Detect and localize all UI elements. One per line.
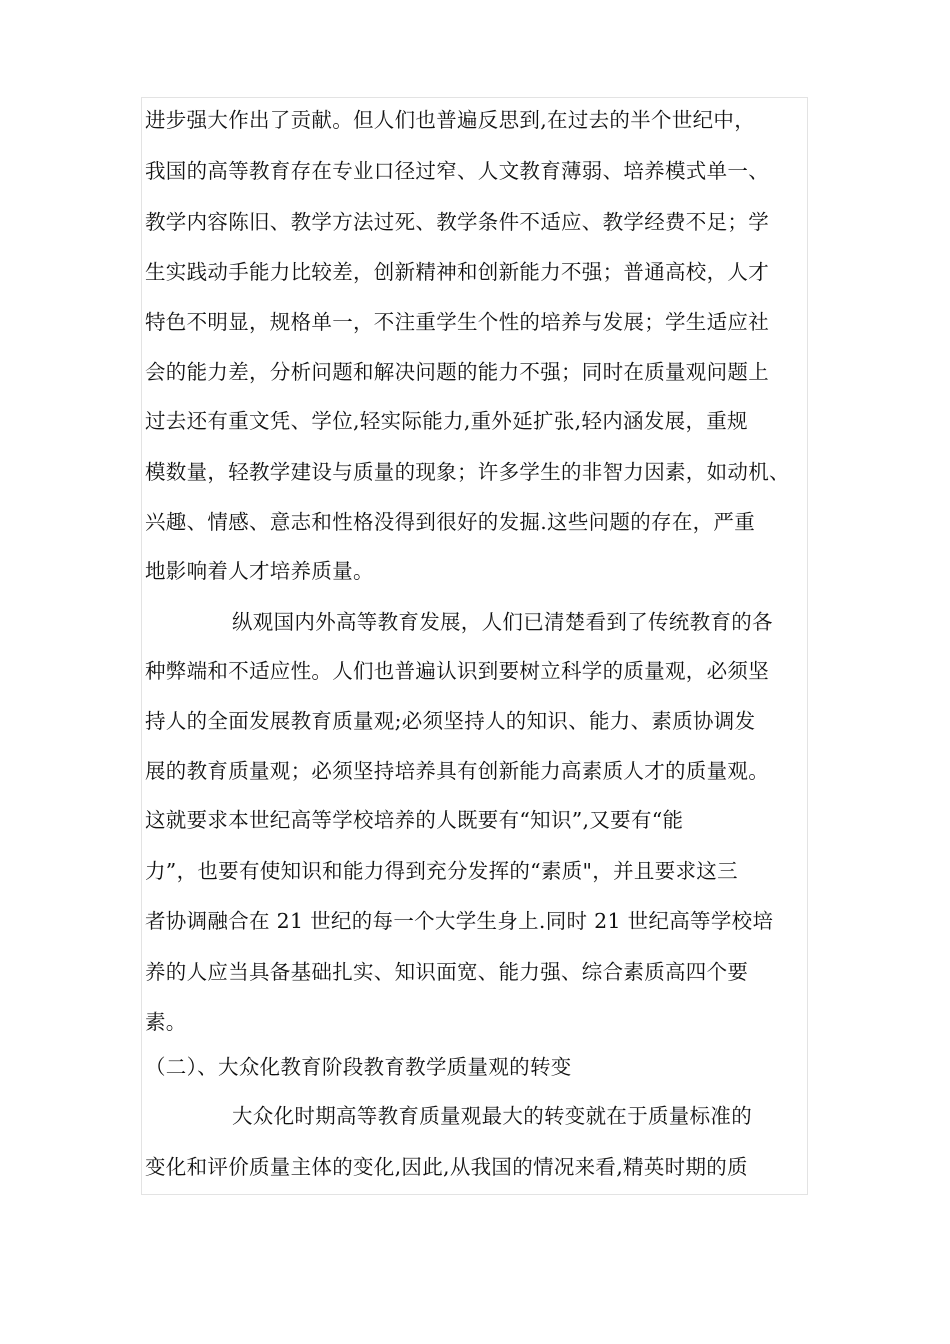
text-line: 会的能力差，分析问题和解决问题的能力不强；同时在质量观问题上	[145, 360, 769, 384]
text-line: 力”，也要有使知识和能力得到充分发挥的“素质"，并且要求这三	[145, 859, 738, 883]
text-line: 养的人应当具备基础扎实、知识面宽、能力强、综合素质高四个要	[145, 960, 749, 984]
text-line: 模数量，轻教学建设与质量的现象；许多学生的非智力因素，如动机、	[145, 460, 790, 484]
text-line: 种弊端和不适应性。人们也普遍认识到要树立科学的质量观，必须坚	[145, 659, 769, 683]
text-line: 地影响着人才培养质量。	[145, 559, 374, 583]
section-heading: （二）、大众化教育阶段教育教学质量观的转变	[145, 1055, 572, 1079]
text-line: 兴趣、情感、意志和性格没得到很好的发掘.这些问题的存在，严重	[145, 510, 756, 534]
text-line: 过去还有重文凭、学位,轻实际能力,重外延扩张,轻内涵发展，重规	[145, 409, 748, 433]
paragraph-start-line: 纵观国内外高等教育发展，人们已清楚看到了传统教育的各	[232, 610, 773, 634]
text-line: 特色不明显，规格单一，不注重学生个性的培养与发展；学生适应社	[145, 310, 769, 334]
text-line: 这就要求本世纪高等学校培养的人既要有“知识”,又要有“能	[145, 808, 684, 832]
text-line: 教学内容陈旧、教学方法过死、教学条件不适应、教学经费不足；学	[145, 210, 769, 234]
text-line: 我国的高等教育存在专业口径过窄、人文教育薄弱、培养模式单一、	[145, 159, 769, 183]
text-line: 生实践动手能力比较差，创新精神和创新能力不强；普通高校，人才	[145, 260, 769, 284]
text-line: 素。	[145, 1010, 187, 1034]
text-line: 持人的全面发展教育质量观;必须坚持人的知识、能力、素质协调发	[145, 709, 756, 733]
text-line: 变化和评价质量主体的变化,因此,从我国的情况来看,精英时期的质	[145, 1155, 748, 1179]
paragraph-start-line: 大众化时期高等教育质量观最大的转变就在于质量标准的	[232, 1104, 752, 1128]
text-line: 进步强大作出了贡献。但人们也普遍反思到,在过去的半个世纪中，	[145, 108, 756, 132]
text-line: 展的教育质量观；必须坚持培养具有创新能力高素质人才的质量观。	[145, 759, 769, 783]
text-line: 者协调融合在 21 世纪的每一个大学生身上.同时 21 世纪高等学校培	[145, 909, 774, 933]
